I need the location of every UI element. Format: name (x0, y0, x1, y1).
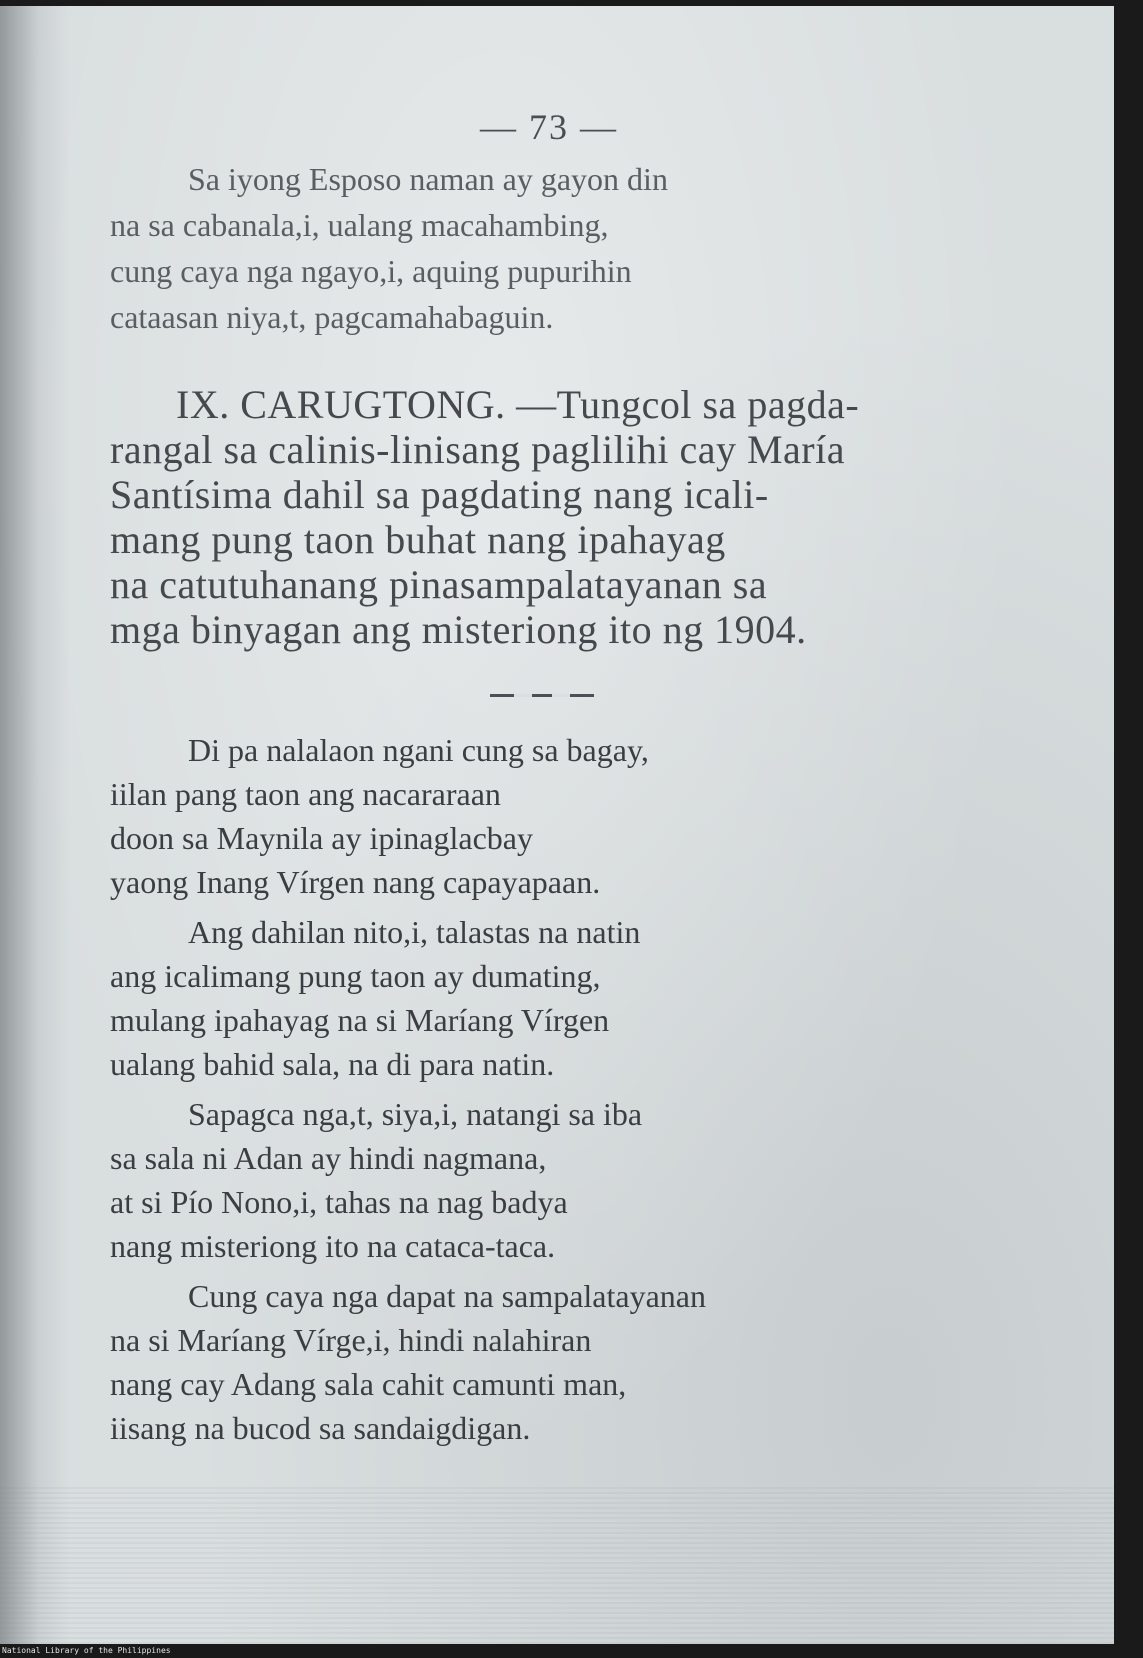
section-line: Santísima dahil sa pagdating nang icali- (110, 472, 769, 517)
intro-line: Sa iyong Esposo naman ay gayon din (188, 161, 668, 197)
verse-line: mulang ipahayag na si Maríang Vírgen (110, 1002, 610, 1038)
stanza (110, 728, 706, 904)
verse-line: Di pa nalalaon ngani cung sa bagay, (188, 732, 649, 768)
verse-line: Sapagca nga,t, siya,i, natangi sa iba (188, 1096, 643, 1132)
verse-line: na si Maríang Vírge,i, hindi nalahiran (110, 1322, 592, 1358)
verse-line: iisang na bucod sa sandaigdigan. (110, 1410, 531, 1446)
intro-line: cataasan niya,t, pagcamahabaguin. (110, 299, 554, 335)
section-heading-paragraph (110, 382, 859, 652)
intro-paragraph (110, 156, 668, 340)
verse-line: nang cay Adang sala cahit camunti man, (110, 1366, 627, 1402)
section-line: IX. CARUGTONG. —Tungcol sa pagda- (176, 382, 860, 427)
verse-line: Cung caya nga dapat na sampalatayanan (188, 1278, 706, 1314)
page-number: — 73 — (480, 107, 618, 147)
verse-line: ang icalimang pung taon ay dumating, (110, 958, 601, 994)
intro-line: na sa cabanala,i, ualang macahambing, (110, 207, 609, 243)
verse-line: Ang dahilan nito,i, talastas na natin (188, 914, 641, 950)
verse-line: doon sa Maynila ay ipinaglacbay (110, 820, 533, 856)
section-divider (490, 694, 594, 697)
poem (110, 728, 706, 1456)
intro-line: cung caya nga ngayo,i, aquing pupurihin (110, 253, 632, 289)
verse-line: yaong Inang Vírgen nang capayapaan. (110, 864, 601, 900)
verse-line: nang misteriong ito na cataca-taca. (110, 1228, 556, 1264)
book-page (0, 6, 1114, 1644)
section-line: rangal sa calinis-linisang paglilihi cay María (110, 427, 845, 472)
section-line: mang pung taon buhat nang ipahayag (110, 517, 726, 562)
stanza (110, 910, 706, 1086)
section-line: mga binyagan ang misteriong ito ng 1904. (110, 607, 807, 652)
verse-line: sa sala ni Adan ay hindi nagmana, (110, 1140, 547, 1176)
verse-line: iilan pang taon ang nacararaan (110, 776, 501, 812)
footer-credit: National Library of the Philippines (2, 1646, 171, 1655)
binding-shadow (0, 6, 70, 1644)
section-line: na catutuhanang pinasampalatayanan sa (110, 562, 768, 607)
verse-line: ualang bahid sala, na di para natin. (110, 1046, 555, 1082)
verse-line: at si Pío Nono,i, tahas na nag badya (110, 1184, 568, 1220)
stanza (110, 1092, 706, 1268)
scan-noise (0, 1486, 1114, 1644)
stanza (110, 1274, 706, 1450)
